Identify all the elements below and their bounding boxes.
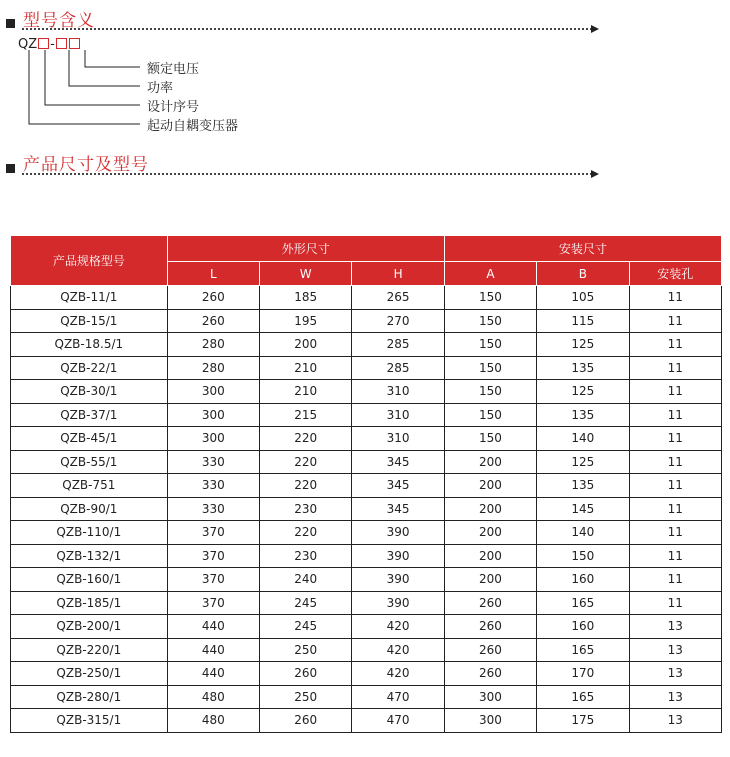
header-L: L	[167, 262, 259, 286]
cell-W: 260	[260, 709, 352, 733]
cell-B: 125	[537, 450, 629, 474]
cell-W: 195	[260, 309, 352, 333]
cell-B: 135	[537, 403, 629, 427]
cell-B: 165	[537, 591, 629, 615]
cell-W: 200	[260, 333, 352, 357]
table-row	[11, 309, 722, 333]
cell-W: 240	[260, 568, 352, 592]
model-code-lines	[0, 0, 160, 140]
cell-H: 345	[352, 450, 444, 474]
cell-L: 260	[167, 286, 259, 310]
table-row	[11, 638, 722, 662]
cell-hole: 11	[629, 450, 721, 474]
cell-A: 200	[444, 474, 536, 498]
cell-H: 420	[352, 638, 444, 662]
cell-model: QZB-200/1	[11, 615, 168, 639]
cell-model: QZB-132/1	[11, 544, 168, 568]
table-body	[11, 286, 722, 733]
table-row	[11, 427, 722, 451]
cell-L: 330	[167, 497, 259, 521]
cell-H: 265	[352, 286, 444, 310]
cell-H: 285	[352, 356, 444, 380]
cell-hole: 11	[629, 403, 721, 427]
cell-model: QZB-110/1	[11, 521, 168, 545]
cell-model: QZB-15/1	[11, 309, 168, 333]
cell-A: 260	[444, 591, 536, 615]
cell-A: 200	[444, 544, 536, 568]
model-code-dash: -	[50, 37, 55, 52]
cell-model: QZB-250/1	[11, 662, 168, 686]
cell-A: 300	[444, 709, 536, 733]
line-rated-voltage	[85, 50, 140, 67]
cell-model: QZB-220/1	[11, 638, 168, 662]
cell-hole: 11	[629, 591, 721, 615]
cell-H: 310	[352, 427, 444, 451]
cell-hole: 13	[629, 662, 721, 686]
line-power	[69, 50, 140, 86]
cell-W: 230	[260, 497, 352, 521]
cell-B: 140	[537, 427, 629, 451]
cell-hole: 11	[629, 544, 721, 568]
table-row	[11, 521, 722, 545]
header-A: A	[444, 262, 536, 286]
cell-W: 220	[260, 521, 352, 545]
table-row	[11, 380, 722, 404]
cell-A: 260	[444, 638, 536, 662]
cell-H: 345	[352, 474, 444, 498]
section-header-dimensions	[6, 150, 606, 180]
cell-A: 150	[444, 286, 536, 310]
table-row	[11, 450, 722, 474]
cell-B: 150	[537, 544, 629, 568]
cell-L: 440	[167, 662, 259, 686]
cell-H: 390	[352, 544, 444, 568]
cell-L: 370	[167, 591, 259, 615]
cell-W: 210	[260, 380, 352, 404]
cell-L: 480	[167, 709, 259, 733]
dimensions-table	[10, 235, 722, 733]
table-row	[11, 474, 722, 498]
cell-hole: 11	[629, 309, 721, 333]
cell-A: 260	[444, 615, 536, 639]
cell-B: 165	[537, 685, 629, 709]
cell-L: 440	[167, 615, 259, 639]
cell-B: 145	[537, 497, 629, 521]
cell-hole: 11	[629, 497, 721, 521]
cell-L: 300	[167, 403, 259, 427]
model-code-prefix: QZ	[18, 37, 38, 52]
cell-L: 280	[167, 333, 259, 357]
cell-hole: 13	[629, 709, 721, 733]
cell-H: 310	[352, 380, 444, 404]
dotted-divider	[22, 173, 592, 175]
cell-model: QZB-185/1	[11, 591, 168, 615]
cell-B: 135	[537, 356, 629, 380]
cell-A: 200	[444, 568, 536, 592]
cell-L: 280	[167, 356, 259, 380]
table-row	[11, 685, 722, 709]
cell-model: QZB-22/1	[11, 356, 168, 380]
cell-hole: 11	[629, 380, 721, 404]
table-row	[11, 662, 722, 686]
cell-hole: 13	[629, 615, 721, 639]
cell-W: 185	[260, 286, 352, 310]
cell-A: 260	[444, 662, 536, 686]
cell-hole: 11	[629, 333, 721, 357]
cell-W: 230	[260, 544, 352, 568]
table-row	[11, 615, 722, 639]
cell-H: 390	[352, 568, 444, 592]
table-header-row	[11, 236, 722, 262]
cell-W: 260	[260, 662, 352, 686]
cell-W: 245	[260, 591, 352, 615]
cell-H: 390	[352, 591, 444, 615]
cell-W: 220	[260, 450, 352, 474]
cell-model: QZB-315/1	[11, 709, 168, 733]
cell-L: 300	[167, 380, 259, 404]
cell-L: 300	[167, 427, 259, 451]
cell-W: 220	[260, 427, 352, 451]
meaning-autotransformer: 起动自耦变压器	[147, 119, 239, 134]
cell-hole: 11	[629, 568, 721, 592]
cell-H: 285	[352, 333, 444, 357]
cell-model: QZB-751	[11, 474, 168, 498]
cell-hole: 11	[629, 521, 721, 545]
section-title: 产品尺寸及型号	[23, 155, 149, 175]
cell-H: 420	[352, 662, 444, 686]
cell-model: QZB-18.5/1	[11, 333, 168, 357]
arrow-right-icon	[591, 170, 599, 178]
cell-model: QZB-160/1	[11, 568, 168, 592]
cell-A: 200	[444, 521, 536, 545]
header-model: 产品规格型号	[11, 236, 168, 286]
cell-A: 200	[444, 497, 536, 521]
cell-B: 140	[537, 521, 629, 545]
cell-L: 370	[167, 568, 259, 592]
cell-H: 470	[352, 709, 444, 733]
cell-B: 105	[537, 286, 629, 310]
cell-H: 420	[352, 615, 444, 639]
bullet-square-icon	[6, 164, 15, 173]
table-row	[11, 286, 722, 310]
cell-A: 200	[444, 450, 536, 474]
cell-W: 210	[260, 356, 352, 380]
cell-W: 250	[260, 685, 352, 709]
cell-H: 345	[352, 497, 444, 521]
cell-A: 150	[444, 403, 536, 427]
cell-L: 440	[167, 638, 259, 662]
table-row	[11, 403, 722, 427]
cell-A: 150	[444, 309, 536, 333]
arrow-right-icon	[591, 25, 599, 33]
header-outer-dimensions: 外形尺寸	[167, 236, 444, 262]
cell-H: 470	[352, 685, 444, 709]
table-row	[11, 333, 722, 357]
cell-hole: 11	[629, 427, 721, 451]
header-W: W	[260, 262, 352, 286]
cell-L: 370	[167, 544, 259, 568]
cell-H: 310	[352, 403, 444, 427]
cell-B: 175	[537, 709, 629, 733]
table-row	[11, 356, 722, 380]
header-B: B	[537, 262, 629, 286]
cell-W: 220	[260, 474, 352, 498]
section-title: 型号含义	[23, 11, 95, 31]
table-row	[11, 591, 722, 615]
cell-B: 160	[537, 615, 629, 639]
table-row	[11, 497, 722, 521]
meaning-power: 功率	[147, 81, 174, 96]
cell-H: 390	[352, 521, 444, 545]
line-design-number	[45, 50, 140, 105]
cell-H: 270	[352, 309, 444, 333]
header-hole: 安装孔	[629, 262, 721, 286]
cell-B: 135	[537, 474, 629, 498]
cell-model: QZB-11/1	[11, 286, 168, 310]
header-install-dimensions: 安装尺寸	[444, 236, 721, 262]
meaning-design-number: 设计序号	[147, 100, 200, 115]
cell-L: 330	[167, 450, 259, 474]
cell-model: QZB-45/1	[11, 427, 168, 451]
cell-A: 300	[444, 685, 536, 709]
cell-model: QZB-30/1	[11, 380, 168, 404]
table-row	[11, 568, 722, 592]
cell-model: QZB-55/1	[11, 450, 168, 474]
table-row	[11, 709, 722, 733]
cell-hole: 11	[629, 474, 721, 498]
cell-B: 165	[537, 638, 629, 662]
cell-model: QZB-280/1	[11, 685, 168, 709]
cell-hole: 13	[629, 638, 721, 662]
cell-hole: 13	[629, 685, 721, 709]
cell-B: 125	[537, 380, 629, 404]
cell-W: 245	[260, 615, 352, 639]
cell-A: 150	[444, 380, 536, 404]
table-row	[11, 544, 722, 568]
cell-B: 115	[537, 309, 629, 333]
cell-B: 125	[537, 333, 629, 357]
cell-model: QZB-37/1	[11, 403, 168, 427]
cell-model: QZB-90/1	[11, 497, 168, 521]
cell-hole: 11	[629, 356, 721, 380]
cell-L: 370	[167, 521, 259, 545]
cell-A: 150	[444, 356, 536, 380]
cell-W: 215	[260, 403, 352, 427]
header-H: H	[352, 262, 444, 286]
cell-B: 170	[537, 662, 629, 686]
cell-A: 150	[444, 427, 536, 451]
meaning-rated-voltage: 额定电压	[147, 62, 200, 77]
cell-B: 160	[537, 568, 629, 592]
cell-L: 260	[167, 309, 259, 333]
cell-A: 150	[444, 333, 536, 357]
cell-W: 250	[260, 638, 352, 662]
cell-L: 480	[167, 685, 259, 709]
cell-hole: 11	[629, 286, 721, 310]
cell-L: 330	[167, 474, 259, 498]
